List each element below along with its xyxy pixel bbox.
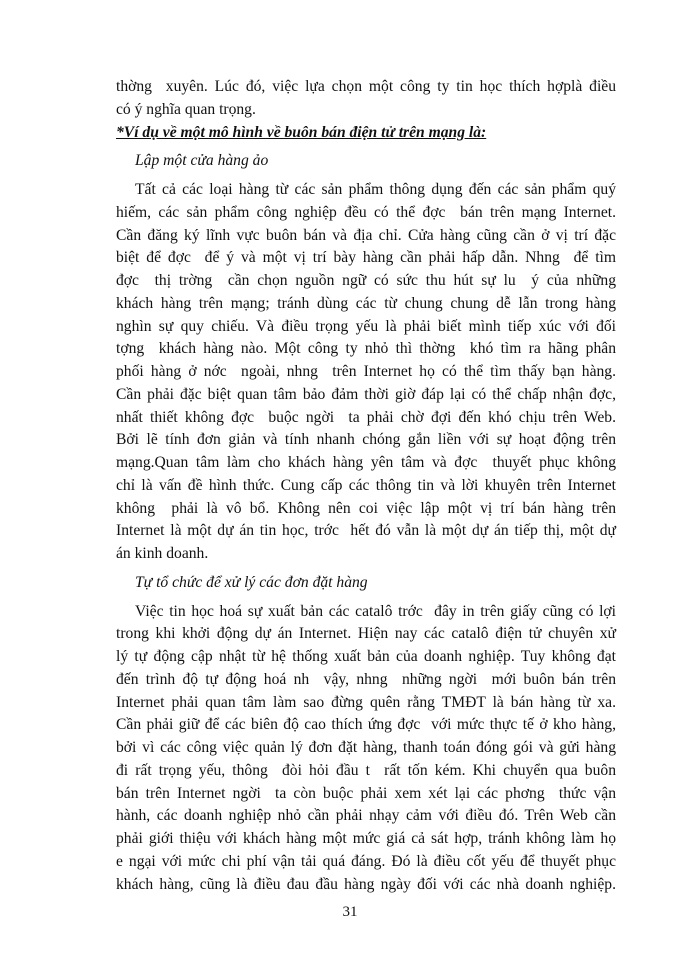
body-line: Cần phải đặc biệt quan tâm bảo đảm thời giờ đáp lại có thể chấp nhận đợc,	[116, 385, 616, 403]
section-order-processing	[116, 601, 616, 897]
body-line: biệt để đợc để ý và một vị trí bày hàng cần phải hấp dẫn. Nhng để tìm	[116, 249, 616, 267]
body-line: Internet phải quan tâm làm sao đừng quên rằng TMĐT là bán hàng từ xa.	[116, 693, 616, 711]
body-line: án kinh doanh.	[116, 545, 209, 562]
body-line: có ý nghĩa quan trọng.	[116, 100, 256, 118]
body-line: phải giới thiệu với khách hàng một mức giá cả sát hợp, tránh không làm họ	[116, 830, 616, 847]
body-line: nhất thiết không đợc buộc ngời ta phải chờ đợi đến khó chịu trên Web.	[116, 408, 616, 426]
body-line: chỉ là vấn đề hình thức. Cung cấp các thông tin và lời khuyên trên Internet	[116, 476, 616, 494]
page-number: 31	[342, 904, 358, 920]
body-line: trong khi khởi động dự án Internet. Hiện nay các catalô điện tử chuyên xử	[116, 625, 616, 643]
body-line: Tất cả các loại hàng từ các sản phẩm thông dụng đến các sản phẩm quý	[135, 181, 616, 198]
document-body	[116, 76, 616, 896]
body-line: bởi vì các công việc quản lý đơn đặt hàng, thanh toán đóng gói và gửi hàng	[116, 739, 616, 756]
body-line: Cần đăng ký lĩnh vực buôn bán và địa chỉ. Cửa hàng cũng cần ở vị trí đặc	[116, 226, 616, 244]
section-title-virtual-store: Lập một cửa hàng ảo	[135, 152, 269, 170]
body-line: Bởi lẽ tính đơn giản và tính nhanh chóng gắn liền với sự hoạt động trên	[116, 431, 616, 449]
section-virtual-store	[116, 179, 616, 566]
body-line: bán trên Internet ngời ta còn buộc phải xem xét lại các phơng thức vận	[116, 784, 616, 802]
body-line: Cần phải giữ để các biên độ cao thích ứng đợc với mức thực tế ở kho hàng,	[116, 716, 616, 734]
body-line: nghìn sự quy chiếu. Và điều trọng yếu là phải biết mình tiếp xúc với đối	[116, 317, 616, 335]
section-title-order-processing: Tự tổ chức để xử lý các đơn đặt hàng	[135, 573, 368, 591]
body-line: thờng xuyên. Lúc đó, việc lựa chọn một công ty tin học thích hợplà điều	[116, 78, 616, 95]
body-line: không phải là vô bổ. Không nên coi việc lập một vị trí bán hàng trên	[116, 499, 616, 517]
body-line: hành, các doanh nghiệp nhỏ cần phải nhạy cảm với điều đó. Trên Web cần	[116, 807, 616, 825]
body-line: đi rất trọng yếu, thông đòi hỏi đầu t rất tốn kém. Khi chuyển qua buôn	[116, 761, 616, 779]
body-line: e ngại với mức chi phí vận tải quá đáng. Đó là điều cốt yếu để thuyết phục	[116, 852, 616, 870]
body-line: phối hàng ở nớc ngoài, nhng trên Internet họ có thể tìm thấy bạn hàng.	[116, 363, 616, 380]
body-line: khách hàng trên mạng; tránh dùng các từ chung chung dễ lẫn trong hàng	[116, 294, 616, 312]
body-line: đến trình độ tự động hoá nh vậy, nhng những ngời mới buôn bán trên	[116, 670, 616, 688]
body-line: mạng.Quan tâm làm cho khách hàng yên tâm và đợc thuyết phục không	[116, 454, 616, 471]
body-line: lý tự động cập nhật từ hệ thống xuất bản của doanh nghiệp. Tuy không đạt	[116, 648, 616, 665]
body-line: hiếm, các sản phẩm công nghiệp đều có thể đợc bán trên mạng Internet.	[116, 203, 616, 221]
body-line: Internet là một dự án tin học, trớc hết đó vẫn là một dự án tiếp thị, một dự	[116, 522, 616, 540]
body-line: Việc tin học hoá sự xuất bản các catalô trớc đây in trên giấy cũng có lợi	[135, 602, 616, 620]
body-line: đợc thị trờng cần chọn nguồn ngữ có sức thu hút sự lu ý của những	[116, 272, 616, 289]
body-line: tợng khách hàng nào. Một công ty nhỏ thì thờng khó tìm ra hãng phân	[116, 340, 616, 358]
body-line: khách hàng, cũng là điều đau đầu hàng ngày đối với các nhà doanh nghiệp.	[116, 875, 616, 893]
example-heading: *Ví dụ về một mô hình về buôn bán điện tử trên mạng là:	[116, 123, 487, 141]
